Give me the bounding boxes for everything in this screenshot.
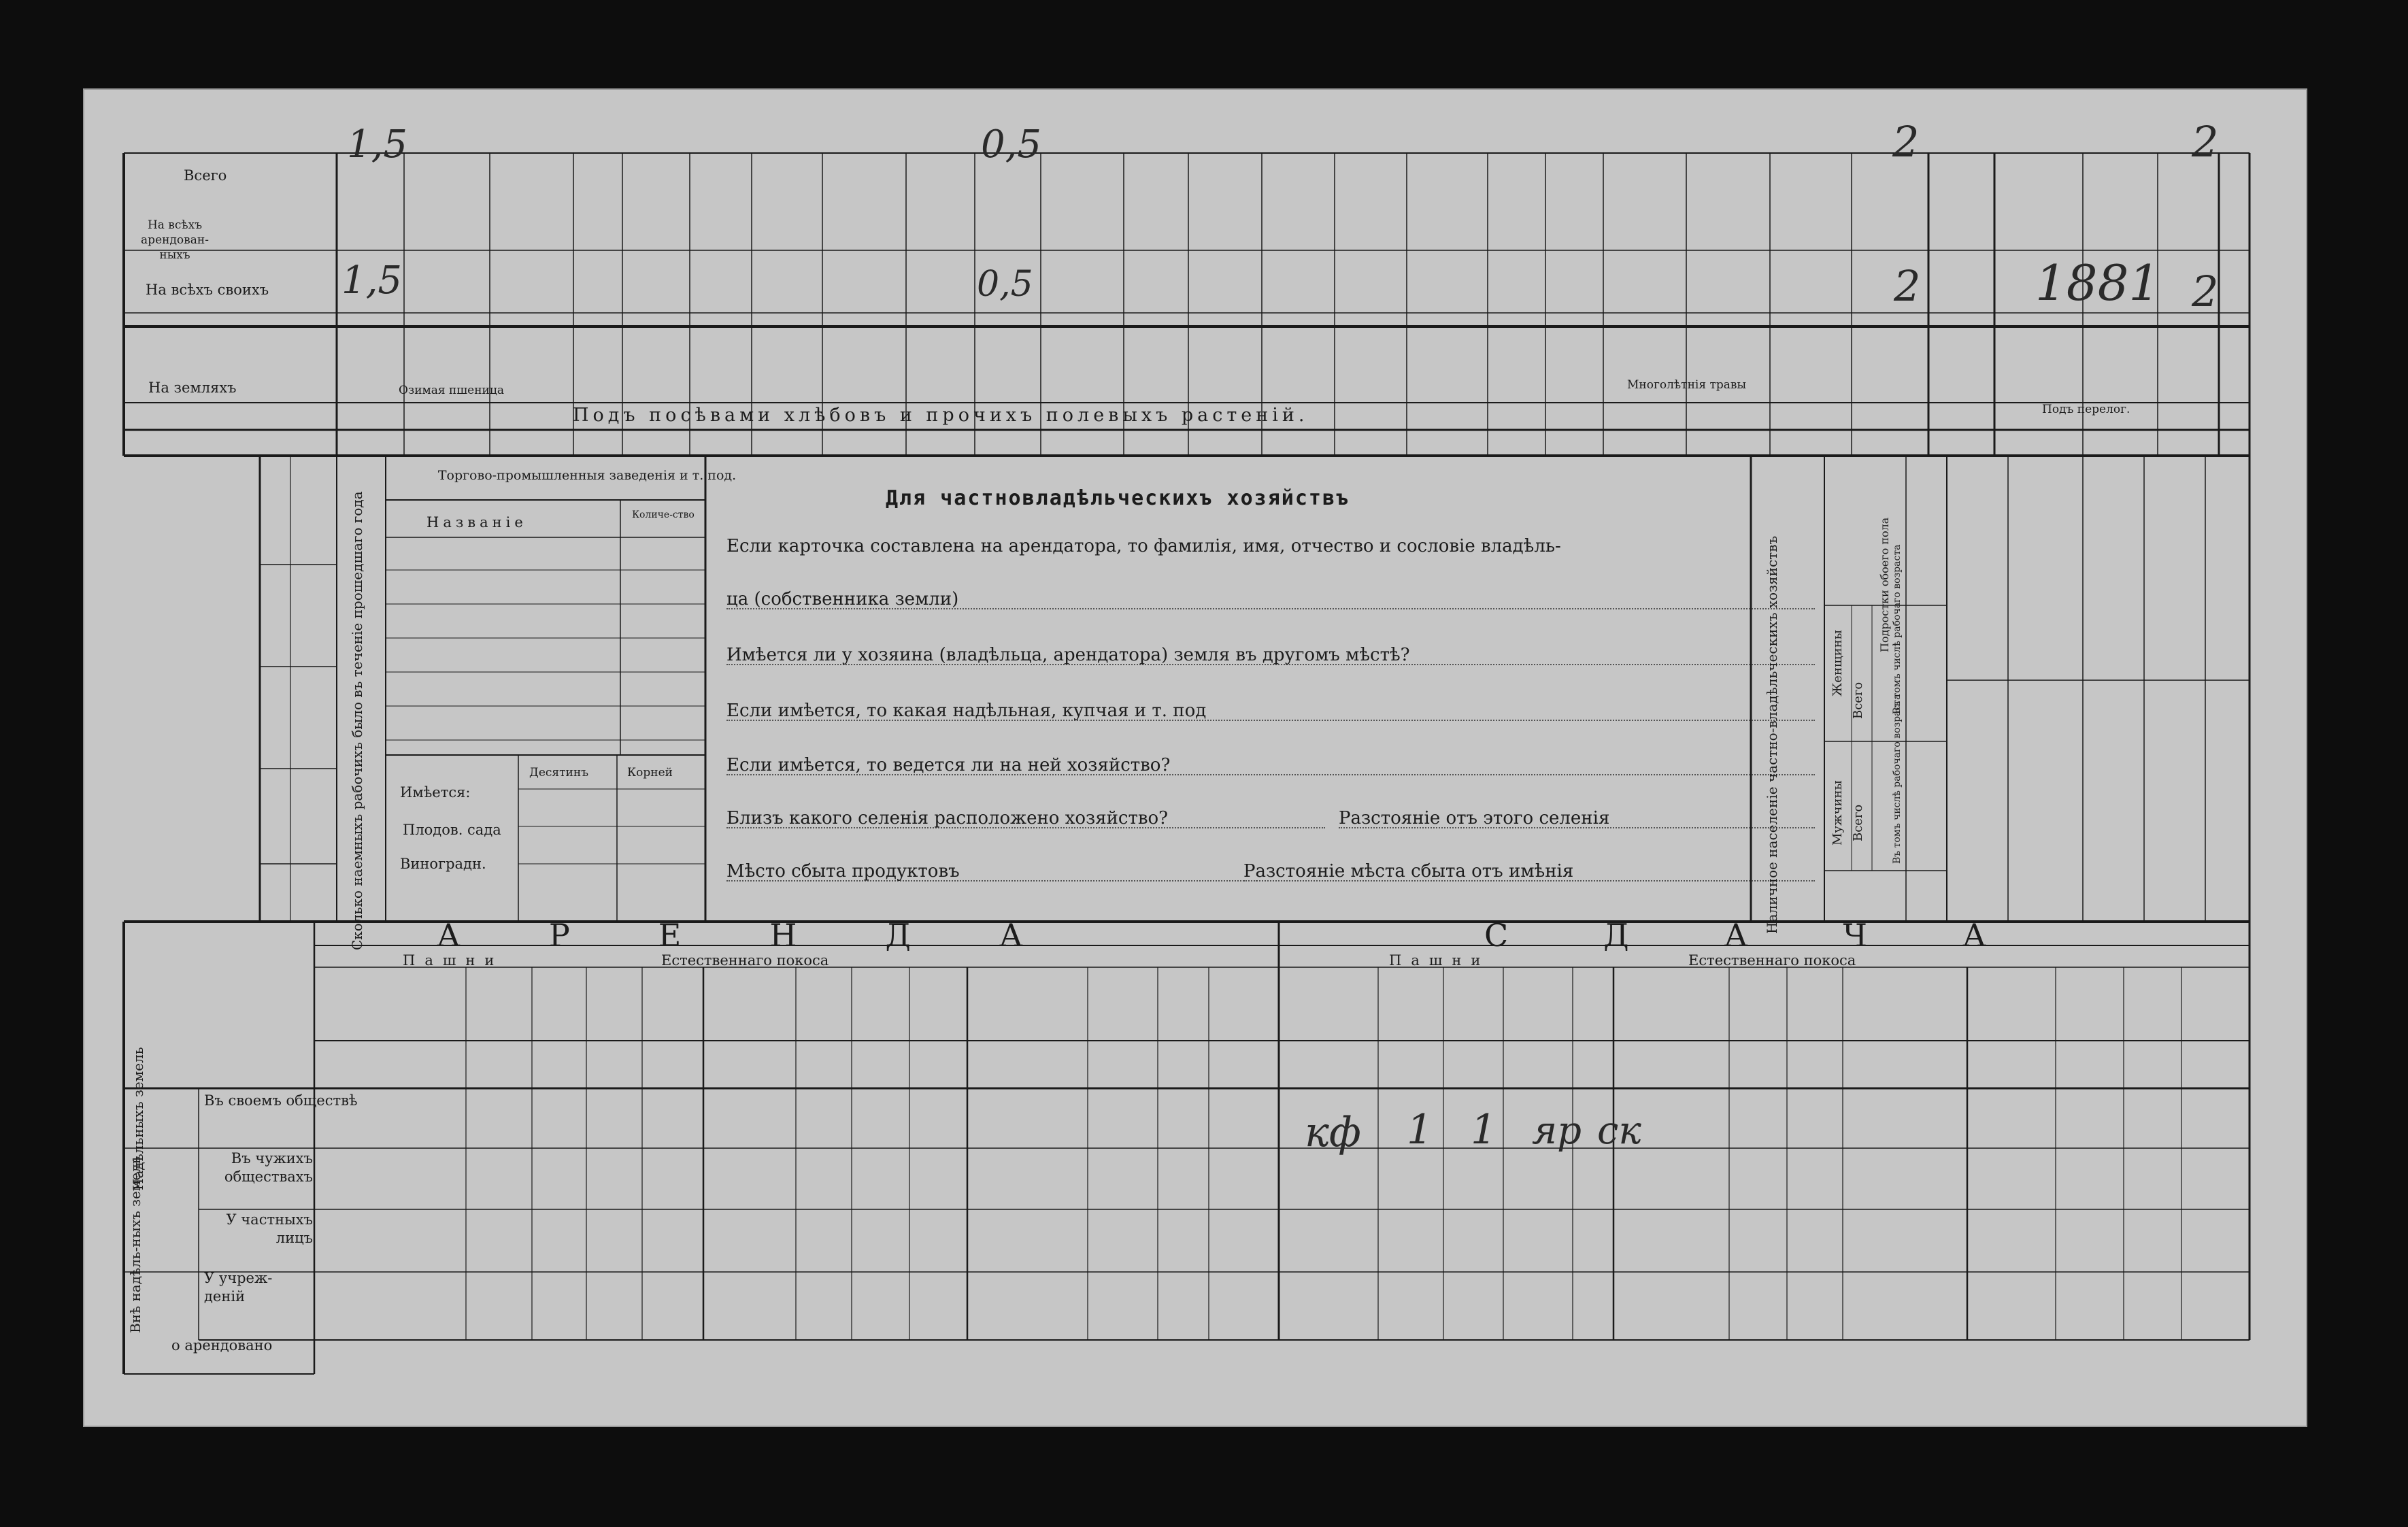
private-q5: Близъ какого селенiя расположено хозяйство?	[726, 809, 1325, 828]
women-workers: Въ томъ числѣ рабочаго возраста	[1892, 544, 1903, 714]
sowing-banner: Подъ посѣвами хлѣбовъ и прочихъ полевыхъ растенiй.	[573, 405, 1309, 426]
hw-r118: 1	[1407, 1106, 1433, 1154]
trade-name-header: Названiе	[427, 514, 527, 531]
hw-r117: кф	[1305, 1109, 1361, 1156]
trade-qty-header: Количе-ство	[632, 509, 695, 520]
hw-own-99: 2	[1894, 261, 1921, 311]
label-orchard: Плодов. сада	[403, 822, 501, 838]
hw-own-77: 1,5	[341, 258, 403, 303]
label-nadel: Надѣльныхъ земель	[130, 1047, 146, 1190]
trade-title: Торгово-промышленныя заведенiя и т. под.	[437, 468, 737, 483]
label-vne: Внѣ надѣль-ныхъ земель	[127, 1156, 144, 1333]
private-q6: Мѣсто сбыта продуктовъ	[726, 862, 1257, 882]
hw-total-77: 1,5	[347, 122, 408, 167]
hw-own-103: 2	[2192, 267, 2219, 316]
label-mnogoletnie: Многолѣтнiя травы	[1627, 378, 1746, 392]
private-q4: Если имѣется, то ведется ли на ней хозяйство?	[726, 756, 1815, 775]
hw-r121: ск	[1597, 1109, 1641, 1153]
arenda-title: АРЕНДА	[437, 917, 1111, 954]
private-title: Для частновладѣльческихъ хозяйствъ	[886, 486, 1350, 510]
hw-total-86: 0,5	[981, 122, 1042, 167]
row-label-own: На всѣхъ своихъ	[146, 282, 269, 298]
hw-own-86: 0,5	[977, 264, 1033, 305]
private-q6b: Разстоянiе мѣста сбыта отъ имѣнiя	[1243, 862, 1815, 882]
private-q2: Имѣется ли у хозяина (владѣльца, арендатора) земля въ другомъ мѣстѣ?	[726, 646, 1815, 665]
sdacha-pokos: Естественнаго покоса	[1688, 952, 1856, 969]
teens-label: Подростки обоего пола	[1878, 517, 1891, 653]
hw-total-99: 2	[1892, 117, 1920, 167]
row-own-society: Въ своемъ обществѣ	[204, 1092, 358, 1109]
hired-caption: Сколько наемныхъ рабочихъ было въ теченiе прошедшаго года	[349, 491, 365, 951]
census-card	[83, 88, 2307, 1427]
row-label-total: Всего	[184, 167, 227, 184]
hw-total-103: 2	[2192, 117, 2219, 167]
hw-r119: 1	[1471, 1106, 1497, 1154]
label-ozimaya-pshenitsa: Озимая пшеница	[399, 384, 504, 397]
arenda-pashni: Пашни	[403, 952, 504, 969]
arenda-pokos: Естественнаго покоса	[661, 952, 829, 969]
label-has: Имѣется:	[400, 784, 471, 801]
population-caption: Наличное населенiе частно-владѣльческихъ хозяйствъ	[1764, 535, 1780, 934]
label-korney: Корней	[627, 766, 673, 779]
sdacha-pashni: Пашни	[1389, 952, 1490, 969]
sdacha-title: СДАЧА	[1484, 917, 2081, 954]
private-q5b: Разстоянiе отъ этого селенiя	[1339, 809, 1815, 828]
hw-mid-101: 1881	[2035, 254, 2160, 312]
label-vineyard: Виноградн.	[400, 856, 486, 872]
row-institutions: У учреж-денiй	[204, 1270, 273, 1305]
row-private-persons: У частныхъ лицъ	[226, 1211, 313, 1247]
private-q1b: ца (собственника земли)	[726, 590, 1815, 609]
label-men: Мужчины	[1830, 780, 1845, 845]
label-women: Женщины	[1830, 630, 1845, 697]
row-total-rented: о арендовано	[171, 1337, 273, 1354]
private-q3: Если имѣется, то какая надѣльная, купчая и т. под	[726, 702, 1815, 721]
row-label-lands: На земляхъ	[148, 380, 237, 396]
private-q1: Если карточка составлена на арендатора, то фамилiя, имя, отчество и сословiе владѣль-	[726, 536, 1561, 556]
row-label-rented: На всѣхъ арендован-ныхъ	[141, 218, 209, 263]
label-pod-perelog: Подъ перелог.	[2042, 403, 2130, 416]
hw-r120: яр	[1532, 1109, 1582, 1153]
row-foreign-society: Въ чужихъ обществахъ	[224, 1150, 313, 1186]
men-workers: Въ томъ числѣ рабочаго возраста	[1892, 694, 1903, 864]
women-total: Всего	[1851, 682, 1865, 720]
label-desyatin: Десятинъ	[529, 766, 589, 779]
men-total: Всего	[1851, 804, 1865, 842]
